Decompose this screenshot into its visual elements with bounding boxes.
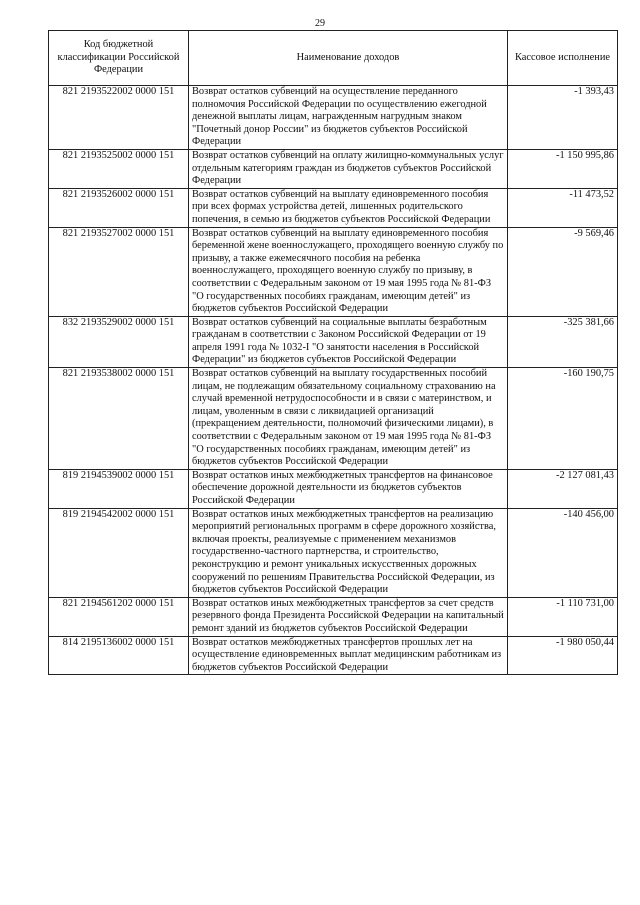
row-name: Возврат остатков межбюджетных трансфертов прошлых лет на осуществление единовременных выплат медицинским работникам из бюджетов субъектов Российской Федерации	[189, 636, 508, 675]
row-code: 821 2194561202 0000 151	[49, 597, 189, 636]
table-header-row	[49, 31, 618, 86]
row-code: 819 2194539002 0000 151	[49, 469, 189, 508]
revenue-table	[48, 30, 618, 675]
row-amount: -1 393,43	[508, 86, 618, 150]
table-row	[49, 469, 618, 508]
table-row	[49, 636, 618, 675]
row-code: 821 2193538002 0000 151	[49, 368, 189, 470]
row-amount: -2 127 081,43	[508, 469, 618, 508]
row-amount: -160 190,75	[508, 368, 618, 470]
row-code: 821 2193522002 0000 151	[49, 86, 189, 150]
row-amount: -1 150 995,86	[508, 149, 618, 188]
row-amount: -9 569,46	[508, 227, 618, 316]
row-amount: -11 473,52	[508, 188, 618, 227]
row-code: 819 2194542002 0000 151	[49, 508, 189, 597]
table-row	[49, 316, 618, 367]
row-code: 814 2195136002 0000 151	[49, 636, 189, 675]
row-name: Возврат остатков иных межбюджетных трансфертов на финансовое обеспечение дорожной деятельности из бюджетов субъектов Российской Федерации	[189, 469, 508, 508]
row-name: Возврат остатков субвенций на оплату жилищно-коммунальных услуг отдельным категориям граждан из бюджетов субъектов Российской Федерации	[189, 149, 508, 188]
header-code: Код бюджетной классификации Российской Федерации	[49, 31, 189, 86]
table-row	[49, 508, 618, 597]
row-amount: -140 456,00	[508, 508, 618, 597]
table-row	[49, 188, 618, 227]
table-row	[49, 86, 618, 150]
row-amount: -1 980 050,44	[508, 636, 618, 675]
table-row	[49, 597, 618, 636]
header-amount: Кассовое исполнение	[508, 31, 618, 86]
row-code: 821 2193525002 0000 151	[49, 149, 189, 188]
row-amount: -325 381,66	[508, 316, 618, 367]
row-name: Возврат остатков субвенций на социальные выплаты безработным гражданам в соответствии с Законом Российской Федерации от 19 апреля 1991 года № 1032-I "О занятости населения в Российской Федерации" из бюджетов субъектов Российской Федерации	[189, 316, 508, 367]
row-name: Возврат остатков иных межбюджетных трансфертов на реализацию мероприятий региональных программ в сфере дорожного хозяйства, включая проекты, реализуемые с применением механизмов государственно-частного партнерства, и строительство, реконструкцию и ремонт уникальных искусственных дорожных сооружений по решениям Правительства Российской Федерации, из бюджетов субъектов Российской Федерации	[189, 508, 508, 597]
row-name: Возврат остатков иных межбюджетных трансфертов за счет средств резервного фонда Президента Российской Федерации на капитальный ремонт зданий из бюджетов субъектов Российской Федерации	[189, 597, 508, 636]
row-code: 821 2193527002 0000 151	[49, 227, 189, 316]
row-name: Возврат остатков субвенций на выплату единовременного пособия при всех формах устройства детей, лишенных родительского попечения, в семью из бюджетов субъектов Российской Федерации	[189, 188, 508, 227]
row-name: Возврат остатков субвенций на выплату единовременного пособия беременной жене военнослужащего, проходящего военную службу по призыву, а также ежемесячного пособия на ребенка военнослужащего, проходящего военную службу по призыву, в соответствии с Федеральным законом от 19 мая 1995 года № 81-ФЗ "О государственных пособиях гражданам, имеющим детей" из бюджетов субъектов Российской Федерации	[189, 227, 508, 316]
table-row	[49, 368, 618, 470]
header-name: Наименование доходов	[189, 31, 508, 86]
table-row	[49, 227, 618, 316]
row-name: Возврат остатков субвенций на выплату государственных пособий лицам, не подлежащим обязательному социальному страхованию на случай временной нетрудоспособности и в связи с материнством, и лицам, уволенным в связи с ликвидацией организаций (прекращением деятельности, полномочий физическими лицами), в соответствии с Федеральным законом от 19 мая 1995 года № 81-ФЗ "О государственных пособиях гражданам, имеющим детей" из бюджетов субъектов Российской Федерации	[189, 368, 508, 470]
row-name: Возврат остатков субвенций на осуществление переданного полномочия Российской Федерации по осуществлению ежегодной денежной выплаты лицам, награжденным нагрудным знаком "Почетный донор России" из бюджетов субъектов Российской Федерации	[189, 86, 508, 150]
row-code: 821 2193526002 0000 151	[49, 188, 189, 227]
row-amount: -1 110 731,00	[508, 597, 618, 636]
page-number: 29	[315, 18, 325, 29]
table-row	[49, 149, 618, 188]
row-code: 832 2193529002 0000 151	[49, 316, 189, 367]
